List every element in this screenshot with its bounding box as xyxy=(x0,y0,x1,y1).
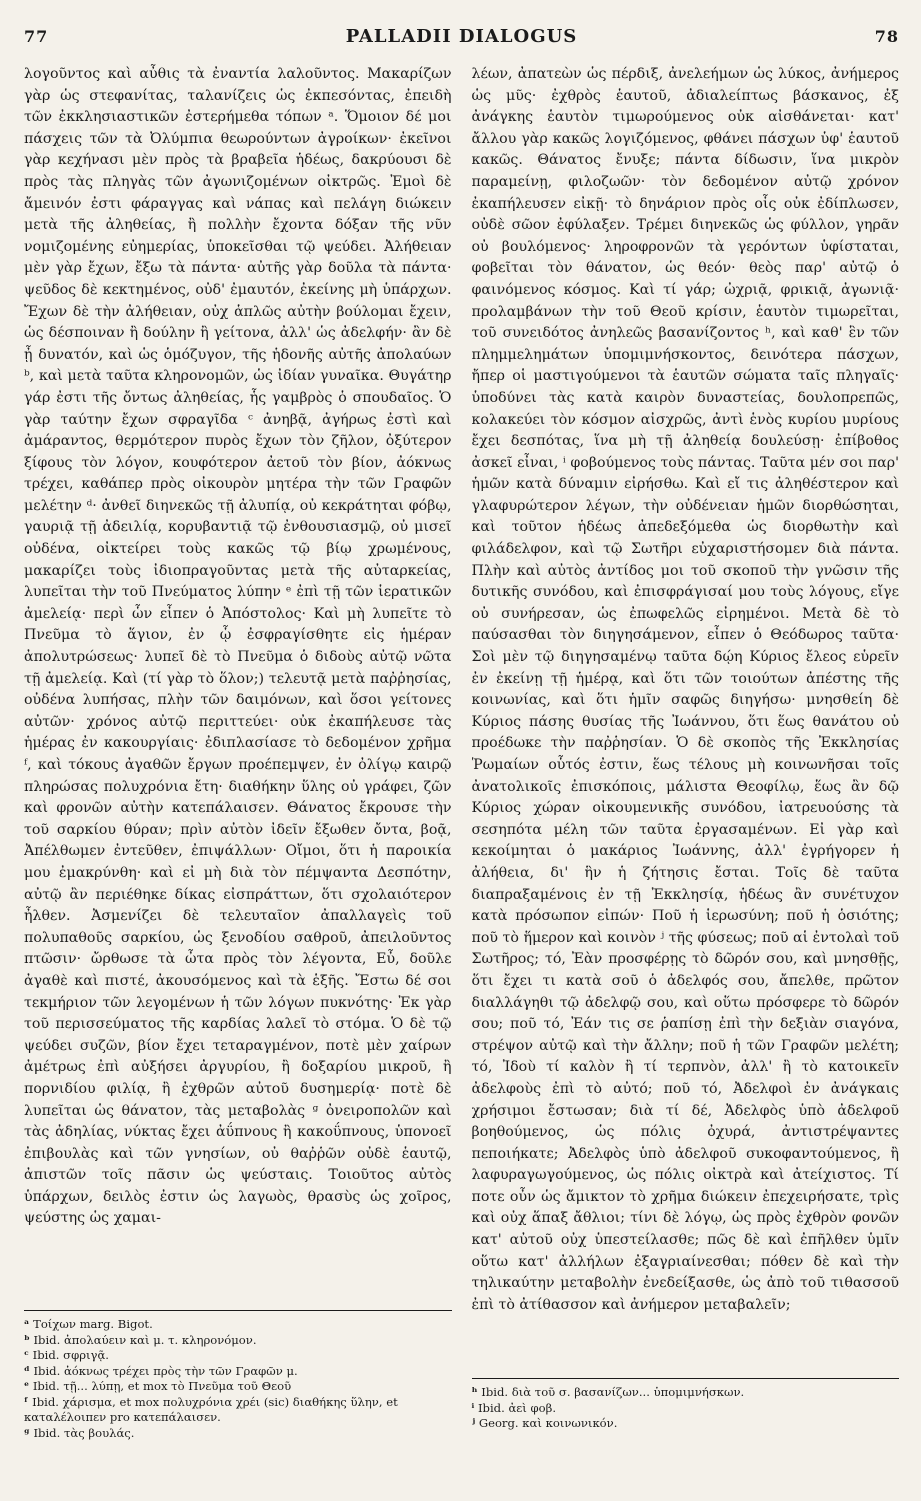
right-column-text: λέων, ἀπατεὼν ὡς πέρδιξ, ἀνελεήμων ὡς λύκος, ἀνήμερος ὡς μῦς· ἐχθρὸς ἑαυτοῦ, ἀδιαλείπτως βάσκανος, ἐξ ἀνάγκης ἑαυτὸν τιμωρούμενος οὐκ αἰσθάνεται· κατ' ἄλλου γὰρ κακῶς λογιζόμενος, φθάνει πάσχων ὑφ' ἑαυτοῦ κακῶς. Θάνατος ἔνυξε; πάντα δίδωσιν, ἵνα μικρὸν παραμείνῃ, φιλοζωῶν· τὸν δεδομένον αὐτῷ χρόνον ἐκαπήλευσεν εἰκῇ· τὸ δηνάριον πρὸς οἷς οὐκ ἐδίπλωσεν, οὐδὲ σῶον ἐφύλαξεν. Τρέμει διηνεκῶς ὡς φύλλον, γηρᾶν οὐ βουλόμενος· ληροφρονῶν τὰ γερόντων ὑφίσταται, φοβεῖται τὸν θάνατον, ὡς θεόν· θεὸς παρ' αὐτῷ ὁ φαινόμενος κόσμος. Καὶ τί γάρ; ὠχριᾷ, φρικιᾷ, ἀγωνιᾷ· προλαμβάνων τὴν τοῦ Θεοῦ κρίσιν, ἑαυτὸν τιμωρεῖται, τοῦ συνειδότος ἀνηλεῶς βασανίζοντος ʰ, καὶ καθ' ἓν τῶν πλημμελημάτων ὑπομιμνήσκοντος, δεινότερα πάσχων, ἤπερ οἱ μαστιγούμενοι τὰ ἑαυτῶν σώματα ταῖς πληγαῖς· ὑποδύνει τὰς κατὰ καιρὸν δυναστείας, δουλοπρεπῶς, κολακεύει τὸν κόσμον αἰσχρῶς, ἀντὶ ἑνὸς κυρίου μυρίους ἔχει δεσπότας, ἵνα μὴ τῇ ἀληθείᾳ δουλεύσῃ· ἐπίβοθος ἀσκεῖ εἶναι, ⁱ φοβούμενος τοὺς πάντας. Ταῦτα μέν σοι παρ' ἡμῶν κατὰ δύναμιν εἰρήσθω. Καὶ εἴ τις ἀληθέστερον καὶ γλαφυρώτερον λέγων, τὴν οὐδένειαν ἡμῶν διορθώσηται, καὶ τοῦτον ἡδέως ἀπεδεξόμεθα ὡς διορθωτὴν καὶ φιλάδελφον, καὶ τῷ Σωτῆρι εὐχαριστήσομεν διὰ πάντα. Πλὴν καὶ αὐτὸς ἀντίδος μοι τοῦ σκοποῦ τὴν γνῶσιν τῆς δυτικῆς συνόδου, καὶ ἐπισφράγισαί μου τοὺς λόγους, εἴγε οὐ συνήρεσαν, ὡς ἐπωφελῶς εἰρημένοι. Μετὰ δὲ τὸ παύσασθαι τὸν διηγησάμενον, εἶπεν ὁ Θεόδωρος ταῦτα· Σοὶ μὲν τῷ διηγησαμένῳ ταῦτα δῴη Κύριος ἔλεος εὑρεῖν ἐν ἐκείνῃ τῇ ἡμέρᾳ, καὶ ὅτι τῶν τοιούτων ἀπέστης τῆς κοινωνίας, καὶ ὅτι ἡμῖν σαφῶς διηγήσω· μνησθείη δὲ Κύριος πάσης θυσίας τῆς Ἰωάννου, ὅτι ἕως θανάτου οὐ προέδωκε τὴν παῤῥησίαν. Ὁ δὲ σκοπὸς τῆς Ἐκκλησίας Ῥωμαίων οὗτός ἐστιν, ἕως τέλους μὴ κοινωνῆσαι τοῖς ἀνατολικοῖς ἐπισκόποις, μάλιστα Θεοφίλῳ, ἕως ἂν δῷ Κύριος χώραν οἰκουμενικῆς συνόδου, ἰατρευούσης τὰ σεσηπότα μέλη τῶν ταῦτα ἐργασαμένων. Εἰ γὰρ καὶ κεκοίμηται ὁ μακάριος Ἰωάννης, ἀλλ' ἐγρήγορεν ἡ ἀλήθεια, δι' ἣν ἡ ζήτησις ἔσται. Τοῖς δὲ ταῦτα διαπραξαμένοις ἐν τῇ Ἐκκλησίᾳ, ἡδέως ἂν συνέτυχον κατὰ πρόσωπον εἰπών· Ποῦ ἡ ἱερωσύνη; ποῦ ἡ ὁσιότης; ποῦ τὸ ἥμερον καὶ κοινὸν ʲ τῆς φύσεως; ποῦ αἱ ἐντολαὶ τοῦ Σωτῆρος; τό, Ἐὰν προσφέρῃς τὸ δῶρόν σου, καὶ μνησθῇς, ὅτι ἔχει τι κατὰ σοῦ ὁ ἀδελφός σου, ἄπελθε, πρῶτον διαλλάγηθι τῷ ἀδελφῷ σου, καὶ οὕτω πρόσφερε τὸ δῶρόν σου; ποῦ τό, Ἐάν τις σε ῥαπίσῃ ἐπὶ τὴν δεξιὰν σιαγόνα, στρέψον αὐτῷ καὶ τὴν ἄλλην; ποῦ ἡ τῶν Γραφῶν μελέτη; τό, Ἰδοὺ τί καλὸν ἢ τί τερπνὸν, ἀλλ' ἢ τὸ κατοικεῖν ἀδελφοὺς ἐπὶ τὸ αὐτό; ποῦ τό, Ἀδελφοὶ ἐν ἀνάγκαις χρήσιμοι ἔστωσαν; διὰ τί δέ, Ἀδελφὸς ὑπὸ ἀδελφοῦ βοηθούμενος, ὡς πόλις ὀχυρά, ἀντιστρέψαντες πεποιήκατε; Ἀδελφὸς ὑπὸ ἀδελφοῦ συκοφαντούμενος, ἢ λαφυραγωγούμενος, ὡς πόλις οἰκτρὰ καὶ ἀτείχιστος. Τί ποτε οὖν ὡς ἄμικτον τὸ χρῆμα διώκειν ἐπεχειρήσατε, τρὶς καὶ οὐχ ἅπαξ ἄθλιοι; τίνι δὲ λόγῳ, ὡς πρὸς ἐχθρὸν φονῶν κατ' αὐτοῦ οὐχ ὑπεστείλασθε; πῶς δὲ καὶ ἐπῆλθεν ὑμῖν οὕτω κατ' ἀλλήλων ἐξαγριαίνεσθαι; πόθεν δὲ καὶ τὴν τηλικαύτην μεταβολὴν ἐνεδείξασθε, ὡς ἀπὸ τοῦ τιθασσοῦ ἐπὶ τὸ ἀτίθασσον καὶ ἀνήμερον μεταβαλεῖν; xyxy=(471,66,899,1313)
footnote: ʰ Ibid. διὰ τοῦ σ. βασανίζων... ὑπομιμνήσκων. xyxy=(471,1385,745,1399)
left-footnotes xyxy=(24,1310,452,1441)
running-header xyxy=(24,26,899,54)
left-column-text: λογοῦντος καὶ αὖθις τὰ ἐναντία λαλοῦντος. Μακαρίζων γὰρ ὡς στεφανίτας, ταλανίζεις ὡς ἐκπεσόντας, ἐπειδὴ τῶν ἐκκλησιαστικῶν ἐστερήμεθα τόπων ᵃ. Ὅμοιον δέ μοι πάσχεις τῶν τὰ Ὀλύμπια θεωρούντων ἀγροίκων· ἐκεῖνοι γὰρ κεχήνασι μὲν πρὸς τὰ βραβεῖα ἡδέως, δακρύουσι δὲ πρὸς τὰς πληγὰς τῶν ἀγωνιζομένων οἰκτρῶς. Ἐμοὶ δὲ ἄμεινόν ἐστι φάραγγας καὶ νάπας καὶ πελάγη διώκειν μετὰ τῆς ἀληθείας, ἢ πολλὴν ἔχοντα δόξαν τῆς νῦν νομιζομένης εὐημερίας, ὑποκεῖσθαι τῷ ψεύδει. Ἀλήθειαν μὲν γὰρ ἔχων, ἔξω τὰ πάντα· αὐτῆς γὰρ δοῦλα τὰ πάντα· ψεῦδος δὲ κεκτημένος, οὐδ' ἐμαυτόν, ἐκείνης μὴ ὑπάρχων. Ἔχων δὲ τὴν ἀλήθειαν, οὐχ ἁπλῶς αὐτὴν βούλομαι ἔχειν, ὡς δέσποιναν ἢ δούλην ἢ γείτονα, ἀλλ' ὡς ἀδελφήν· ἂν δὲ ᾖ δυνατόν, καὶ ὡς ὁμόζυγον, τῆς ἡδονῆς αὐτῆς ἀπολαύων ᵇ, καὶ μετὰ ταῦτα κληρονομῶν, ὡς ἰδίαν γυναῖκα. Θυγάτηρ γάρ ἐστι τῆς ὄντως ἀληθείας, ἧς γαμβρὸς ὁ σπουδαῖος. Ὁ γὰρ ταύτην ἔχων σφραγῖδα ᶜ ἀνηβᾷ, ἀγήρως ἐστὶ καὶ ἀμάραντος, θερμότερον πυρὸς ἔχων τὸν ζῆλον, ὀξύτερον ξίφους τὸν λόγον, κουφότερον ἀετοῦ τὸν βίον, ἀόκνως τρέχει, καθάπερ πρὸς οἰκουρὸν μητέρα τὴν τῶν Γραφῶν μελέτην ᵈ· ἀνθεῖ διηνεκῶς τῇ ἀλυπίᾳ, οὐ κεκράτηται φόβῳ, γαυριᾷ τῇ ἀδειλίᾳ, κορυβαντιᾷ τῷ ἐνθουσιασμῷ, οὐ μισεῖ οὐδένα, οἰκτείρει τοὺς κακῶς τῷ βίῳ χρωμένους, μακαρίζει τοὺς ἰδιοπραγοῦντας μετὰ τῆς αὐταρκείας, λυπεῖται τὴν τοῦ Πνεύματος λύπην ᵉ ἐπὶ τῇ τῶν ἱερατικῶν ἀμελείᾳ· περὶ ὧν εἶπεν ὁ Ἀπόστολος· Καὶ μὴ λυπεῖτε τὸ Πνεῦμα τὸ ἅγιον, ἐν ᾧ ἐσφραγίσθητε εἰς ἡμέραν ἀπολυτρώσεως· λυπεῖ δὲ τὸ Πνεῦμα ὁ διδοὺς αὐτῷ νῶτα τῇ ἀμελείᾳ. Καὶ (τί γὰρ τὸ ὅλον;) τελευτᾷ μετὰ παῤῥησίας, οὐδένα λυπήσας, πλὴν τῶν δαιμόνων, καὶ ὅσοι γείτονες αὐτῶν· χρόνος αὐτῷ περιττεύει· οὐκ ἐκαπήλευσε τὰς ἡμέρας ἐν κακουργίαις· ἐδιπλασίασε τὸ δεδομένον χρῆμα ᶠ, καὶ τόκους ἀγαθῶν ἔργων προέπεμψεν, ἐν ὀλίγῳ καιρῷ πληρώσας πολυχρόνια ἔτη· διαθήκην ὕλης οὐ γράφει, ζῶν καὶ φρονῶν αὐτὴν κατεπάλαισεν. Θάνατος ἔκρουσε τὴν τοῦ σαρκίου θύραν; πρὶν αὐτὸν ἰδεῖν ἔξωθεν ὄντα, βοᾷ, Ἀπέλθωμεν ἐντεῦθεν, ἐπιψάλλων· Οἴμοι, ὅτι ἡ παροικία μου ἐμακρύνθη· καὶ εἰ μὴ διὰ τὸν πέμψαντα Δεσπότην, αὐτῷ ἂν περιέθηκε δίκας εἰσπράττων, ὅτι σχολαιότερον ἦλθεν. Ἀσμενίζει δὲ τελευταῖον ἀπαλλαγεὶς τοῦ πολυπαθοῦς σαρκίου, ὡς ξενοδίου σαθροῦ, ἀπειλοῦντος πτῶσιν· ὤρθωσε τὰ ὦτα πρὸς τὸν λέγοντα, Εὖ, δοῦλε ἀγαθὲ καὶ πιστέ, ἀκουσόμενος καὶ τὰ ἑξῆς. Ἔστω δέ σοι τεκμήριον τῶν λεγομένων ἡ τῶν λόγων πυκνότης· Ἐκ γὰρ τοῦ περισσεύματος τῆς καρδίας λαλεῖ τὸ στόμα. Ὁ δὲ τῷ ψεύδει συζῶν, βίον ἔχει τεταραγμένον, ποτὲ μὲν χαίρων ἀμέτρως ἐπὶ αὐξήσει ἀργυρίου, ἢ δοξαρίου μικροῦ, ἢ πορνιδίου φιλίᾳ, ἢ ἐχθρῶν αὐτοῦ δυσημερίᾳ· ποτὲ δὲ λυπεῖται ὡς θάνατον, τὰς μεταβολὰς ᵍ ὀνειροπολῶν καὶ τὰς ἀδηλίας, νύκτας ἔχει ἀΰπνους ἢ κακοΰπνους, ὑπονοεῖ ἐπιβουλὰς καὶ τῶν γνησίων, οὐ θαῤῥῶν οὐδὲ ἑαυτῷ, ἀπιστῶν τοῖς πᾶσιν ὡς ψεύσταις. Τοιοῦτος αὐτὸς ὑπάρχων, δειλὸς ἐστιν ὡς λαγωὸς, θρασὺς ὡς χοῖρος, ψεύστης ὡς χαμαι- xyxy=(24,66,452,1227)
running-title: PALLADII DIALOGUS xyxy=(345,26,578,47)
footnote: ᵈ Ibid. ἀόκνως τρέχει πρὸς τὴν τῶν Γραφῶν μ. xyxy=(24,1363,298,1378)
left-page-number: 77 xyxy=(24,27,49,46)
footnote: ᶜ Ibid. σφριγᾷ. xyxy=(24,1348,109,1362)
right-page-number: 78 xyxy=(874,27,899,46)
two-column-layout xyxy=(24,64,899,1441)
right-footnotes xyxy=(472,1378,900,1432)
footnote: ᵃ Τοίχων marg. Bigot. xyxy=(24,1317,153,1331)
footnote: ʲ Georg. καὶ κοινωνικόν. xyxy=(471,1416,618,1430)
footnote: ᵇ Ibid. ἀπολαύειν καὶ μ. τ. κληρονόμον. xyxy=(24,1332,257,1347)
footnote: ᶠ Ibid. χάρισμα, et mox πολυχρόνια χρέι (sic) διαθήκης ὕλην, et καταλέλοιπεν pro κατεπάλαισεν. xyxy=(24,1394,398,1424)
right-column xyxy=(472,64,900,1441)
footnote: ᵍ Ibid. τὰς βουλάς. xyxy=(24,1425,135,1440)
left-column xyxy=(24,64,452,1441)
footnote: ᵉ Ibid. τῇ... λύπῃ, et mox τὸ Πνεῦμα τοῦ Θεοῦ xyxy=(24,1379,292,1393)
footnote: ⁱ Ibid. ἀεὶ φοβ. xyxy=(471,1400,557,1415)
